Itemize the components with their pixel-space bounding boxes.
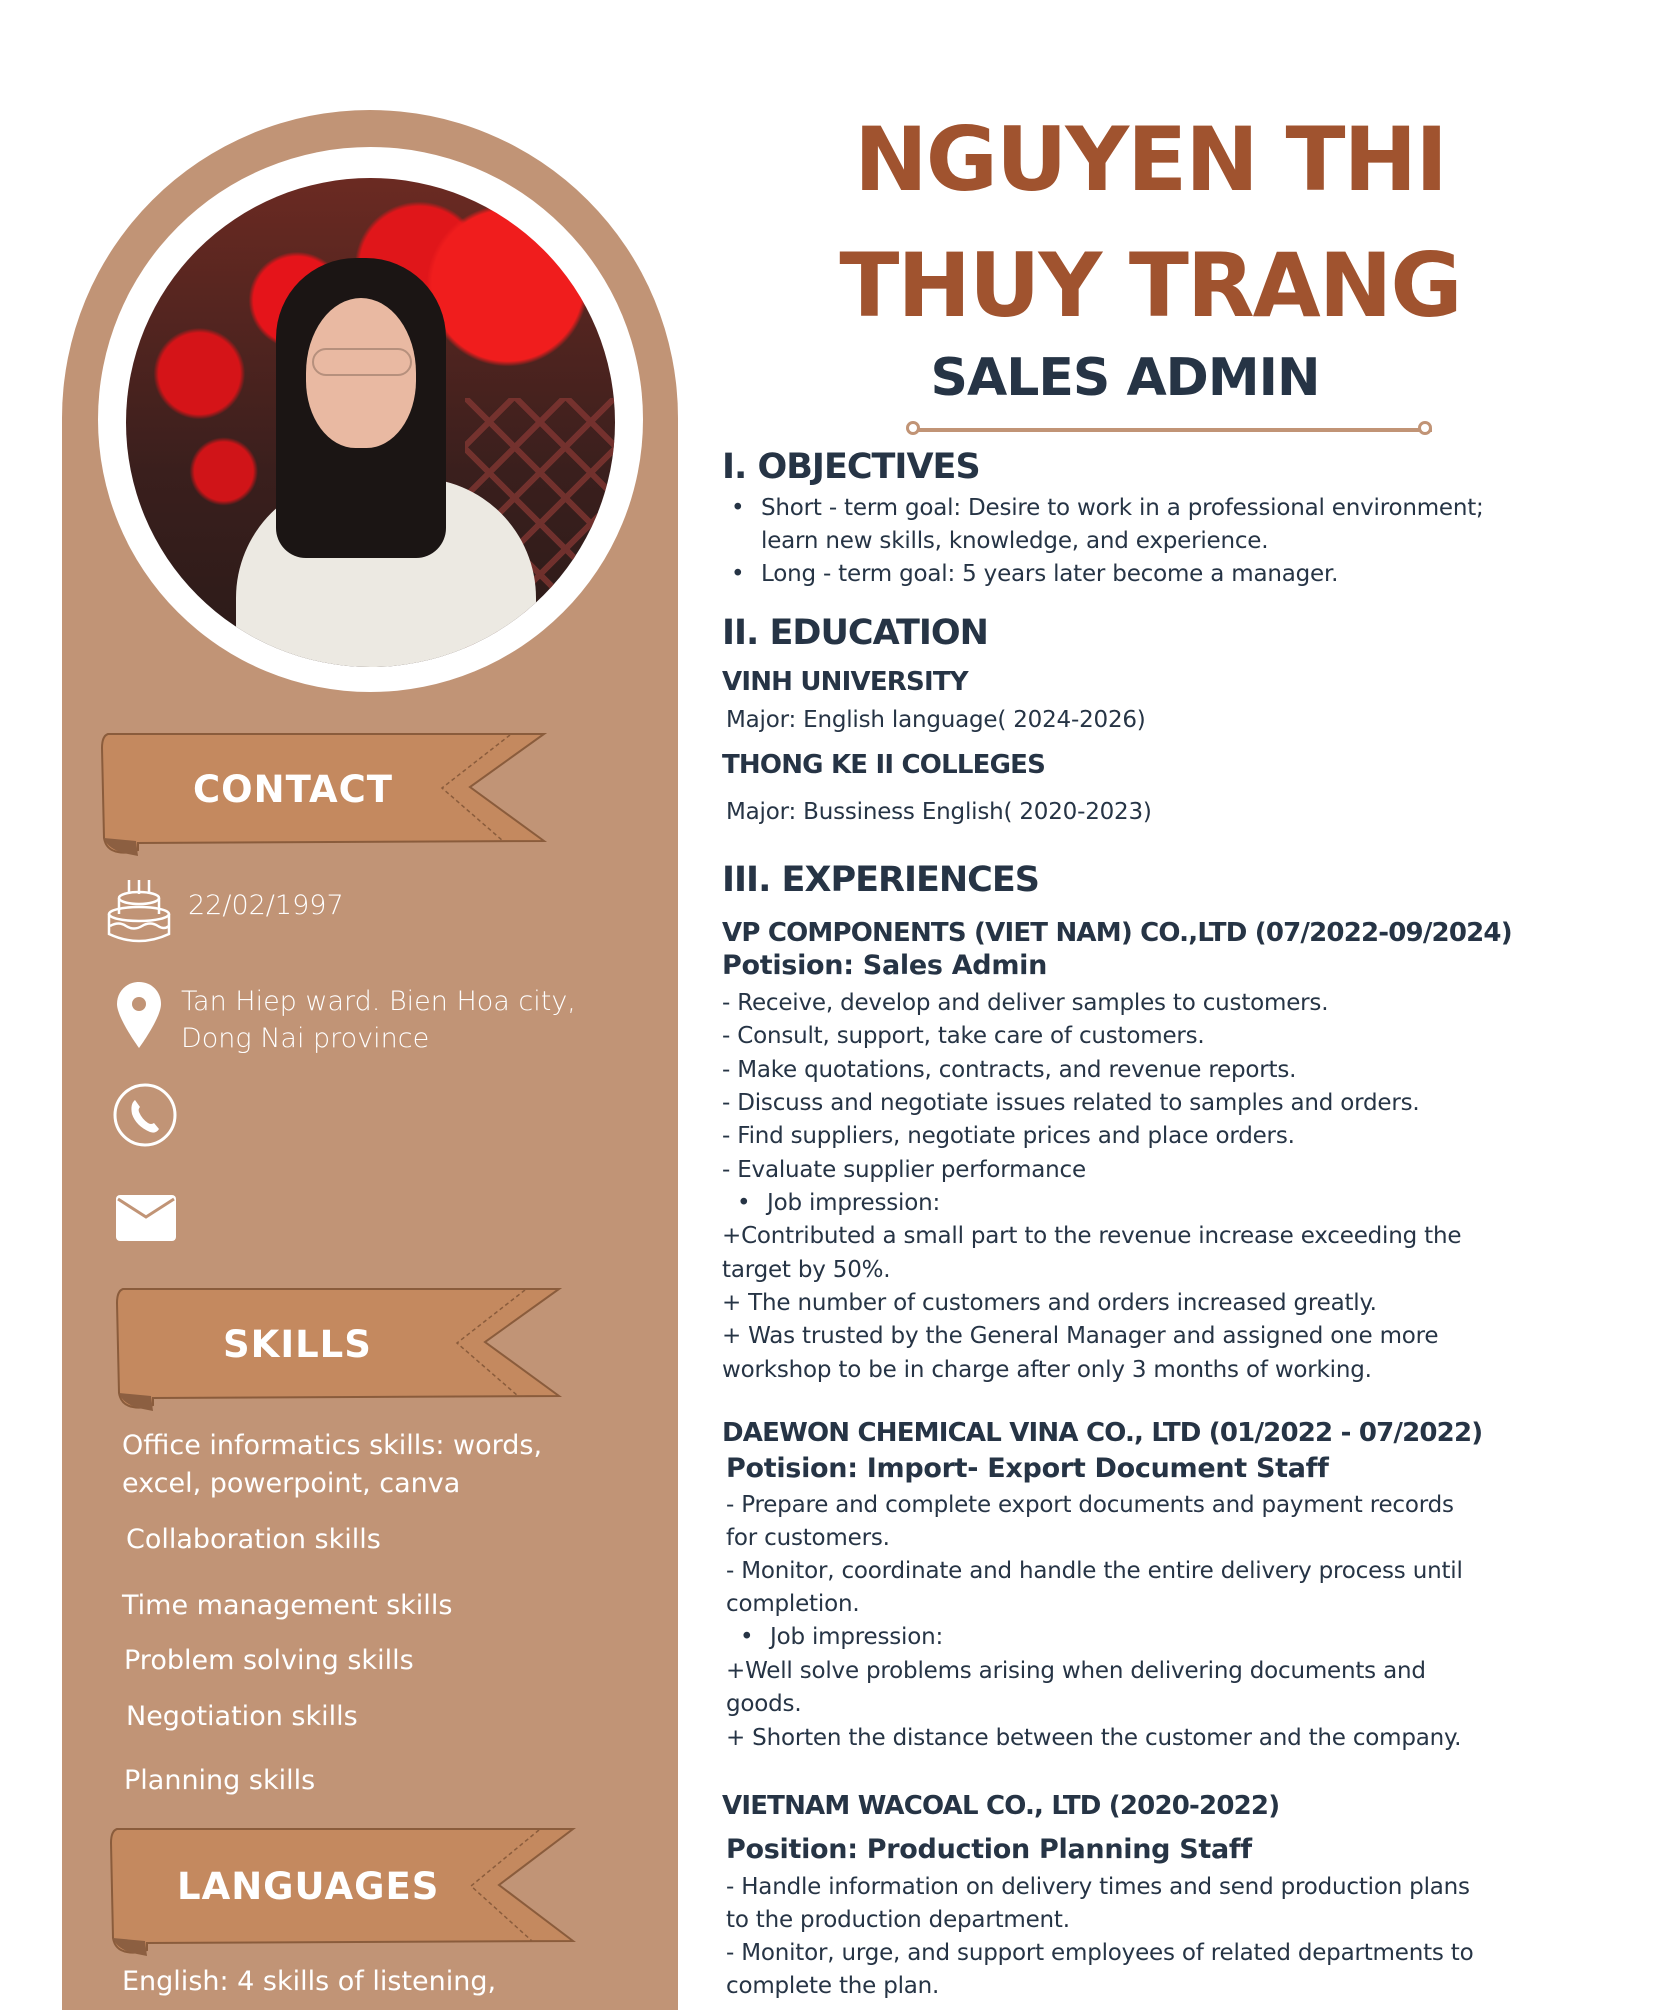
job-impression: + Was trusted by the General Manager and assigned one more <box>722 1323 1439 1349</box>
header-divider <box>908 428 1432 432</box>
job-impression-label: • Job impression: <box>770 1621 1610 1654</box>
profile-photo <box>126 178 615 667</box>
language-item: English: 4 skills of listening, <box>122 1966 497 1997</box>
job-position: Position: Production Planning Staff <box>726 1834 1252 1865</box>
company-name: DAEWON CHEMICAL VINA CO., LTD (01/2022 - 07/2022) <box>722 1418 1483 1448</box>
job-duty: complete the plan. <box>726 1973 940 1999</box>
experiences-heading: III. EXPERIENCES <box>722 860 1039 900</box>
skill-item: Problem solving skills <box>124 1645 414 1676</box>
address-line2: Dong Nai province <box>181 1023 430 1054</box>
job-duty: to the production department. <box>726 1907 1070 1933</box>
school-name: THONG KE II COLLEGES <box>722 750 1046 780</box>
job-duty: - Find suppliers, negotiate prices and place orders. <box>722 1123 1295 1149</box>
job-duty: - Evaluate supplier performance <box>722 1157 1086 1183</box>
objective-item-cont: learn new skills, knowledge, and experience. <box>761 528 1269 554</box>
dob-text: 22/02/1997 <box>188 890 344 921</box>
job-impression: + Shorten the distance between the customer and the company. <box>726 1725 1462 1751</box>
phone-icon <box>112 1082 178 1148</box>
languages-ribbon <box>107 1823 577 1958</box>
skill-item: Negotiation skills <box>126 1701 358 1732</box>
name-line2: THUY TRANG <box>839 234 1461 337</box>
school-major: Major: Bussiness English( 2020-2023) <box>726 799 1152 825</box>
skill-item: Time management skills <box>122 1590 453 1621</box>
job-title: SALES ADMIN <box>930 348 1320 408</box>
photo-figure-glasses <box>312 348 412 376</box>
languages-title: LANGUAGES <box>177 1865 440 1908</box>
job-duty: - Discuss and negotiate issues related to samples and orders. <box>722 1090 1420 1116</box>
job-impression: workshop to be in charge after only 3 months of working. <box>722 1357 1372 1383</box>
school-major: Major: English language( 2024-2026) <box>726 707 1146 733</box>
job-duty: - Prepare and complete export documents and payment records <box>726 1492 1454 1518</box>
job-duty: - Monitor, coordinate and handle the entire delivery process until <box>726 1558 1463 1584</box>
job-impression: +Well solve problems arising when delivering documents and <box>726 1658 1426 1684</box>
job-duty: - Receive, develop and deliver samples to customers. <box>722 990 1329 1016</box>
school-name: VINH UNIVERSITY <box>722 667 968 697</box>
location-pin-icon <box>115 980 163 1050</box>
job-duty: completion. <box>726 1591 860 1617</box>
contact-title: CONTACT <box>193 768 393 811</box>
job-impression-label: • Job impression: <box>767 1187 1607 1220</box>
company-name: VIETNAM WACOAL CO., LTD (2020-2022) <box>722 1791 1280 1821</box>
job-duty: for customers. <box>726 1525 890 1551</box>
skills-title: SKILLS <box>223 1323 372 1366</box>
skill-item: Collaboration skills <box>126 1524 381 1555</box>
job-impression: target by 50%. <box>722 1257 891 1283</box>
job-impression: +Contributed a small part to the revenue increase exceeding the <box>722 1223 1462 1249</box>
objective-item: • Long - term goal: 5 years later become a manager. <box>761 558 1601 591</box>
job-duty: - Consult, support, take care of customers. <box>722 1023 1205 1049</box>
job-position: Potision: Import- Export Document Staff <box>726 1453 1329 1484</box>
skill-item: Office informatics skills: words, <box>122 1430 543 1461</box>
company-name: VP COMPONENTS (VIET NAM) CO.,LTD (07/2022-09/2024) <box>722 918 1512 948</box>
skill-item: excel, powerpoint, canva <box>122 1468 461 1499</box>
name-line1: NGUYEN THI <box>854 108 1446 211</box>
education-heading: II. EDUCATION <box>722 613 988 653</box>
skills-ribbon <box>113 1283 563 1413</box>
birthday-cake-icon <box>104 876 174 946</box>
job-impression: + The number of customers and orders increased greatly. <box>722 1290 1377 1316</box>
contact-ribbon <box>98 728 548 858</box>
mail-icon <box>116 1195 176 1241</box>
address-line1: Tan Hiep ward. Bien Hoa city, <box>181 986 576 1017</box>
objective-item: • Short - term goal: Desire to work in a professional environment; <box>761 492 1601 525</box>
job-position: Potision: Sales Admin <box>722 950 1048 981</box>
divider-dot-right <box>1418 421 1432 435</box>
job-duty: - Make quotations, contracts, and revenue reports. <box>722 1057 1297 1083</box>
skill-item: Planning skills <box>124 1765 316 1796</box>
job-duty: - Monitor, urge, and support employees of related departments to <box>726 1940 1474 1966</box>
divider-dot-left <box>906 421 920 435</box>
job-duty: - Handle information on delivery times and send production plans <box>726 1874 1470 1900</box>
objectives-heading: I. OBJECTIVES <box>722 447 980 487</box>
job-impression: goods. <box>726 1691 802 1717</box>
